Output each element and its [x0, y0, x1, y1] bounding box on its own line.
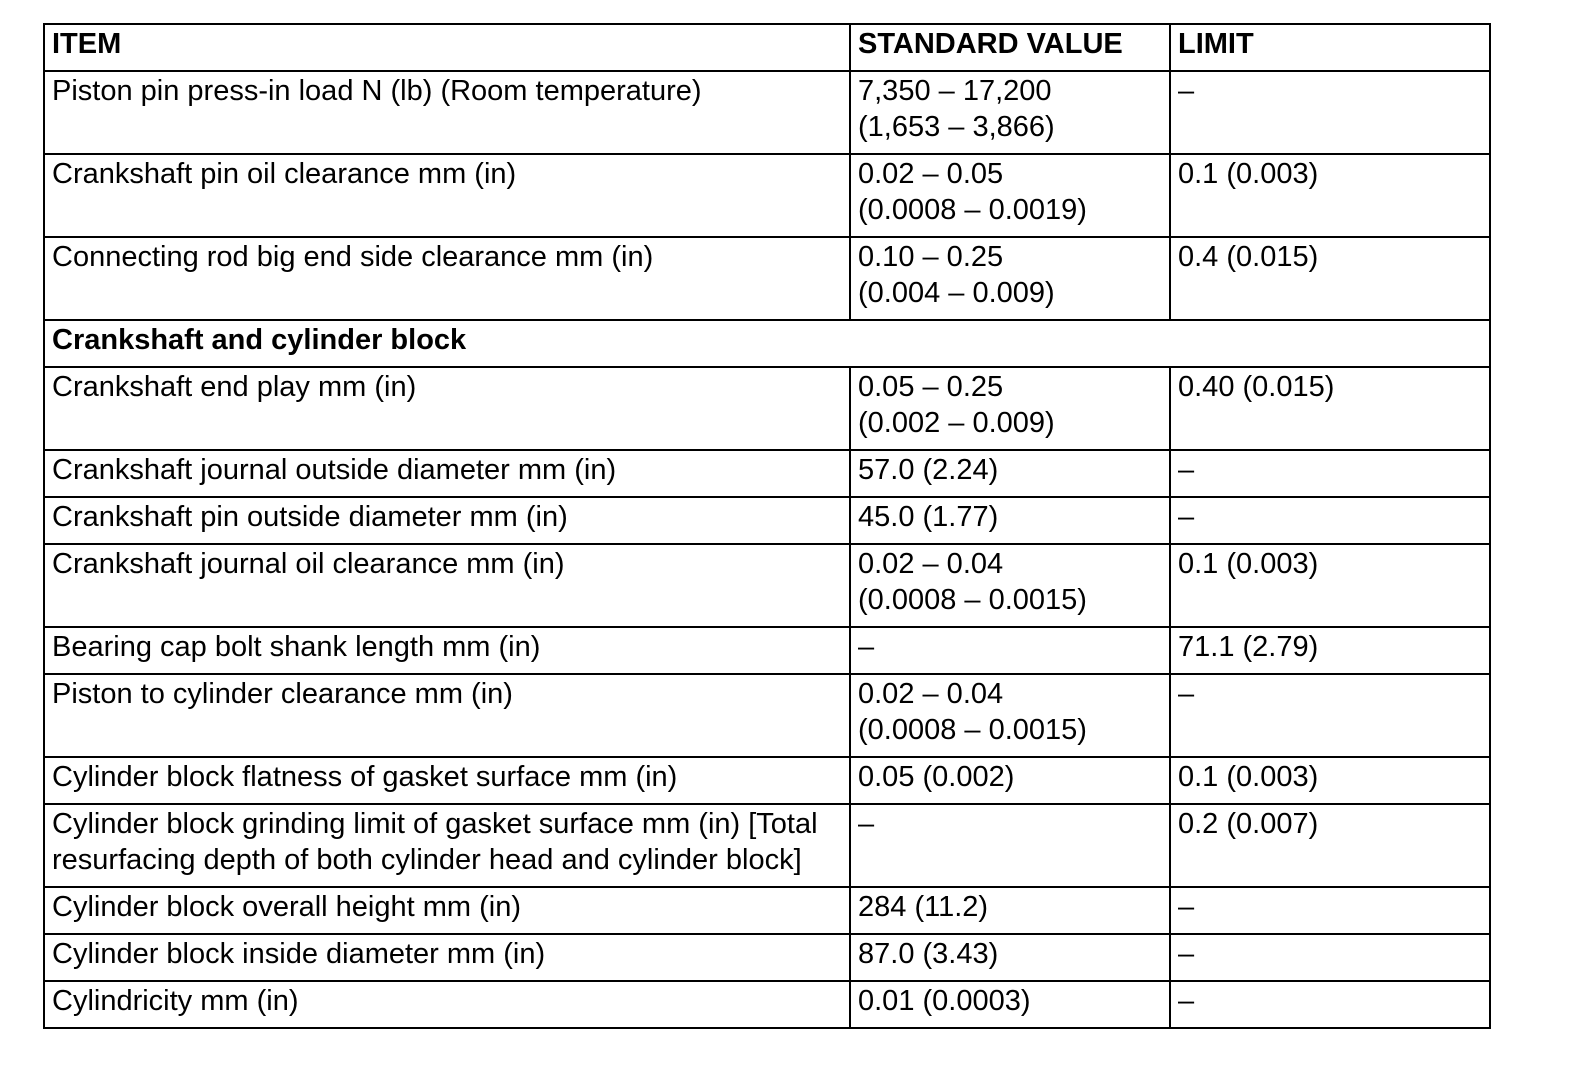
cell-limit: –	[1170, 450, 1490, 497]
table-row	[44, 71, 1490, 154]
table-row	[44, 497, 1490, 544]
cell-limit: 71.1 (2.79)	[1170, 627, 1490, 674]
table-row	[44, 887, 1490, 934]
cell-standard-value: 284 (11.2)	[850, 887, 1170, 934]
cell-standard-value: 0.02 – 0.04 (0.0008 – 0.0015)	[850, 544, 1170, 627]
header-item: ITEM	[44, 24, 850, 71]
cell-standard-value: 0.05 (0.002)	[850, 757, 1170, 804]
cell-standard-value: 45.0 (1.77)	[850, 497, 1170, 544]
table-row	[44, 757, 1490, 804]
cell-standard-value: 7,350 – 17,200 (1,653 – 3,866)	[850, 71, 1170, 154]
cell-item: Bearing cap bolt shank length mm (in)	[44, 627, 850, 674]
cell-item: Connecting rod big end side clearance mm (in)	[44, 237, 850, 320]
table-row	[44, 154, 1490, 237]
table-row	[44, 367, 1490, 450]
table-row	[44, 804, 1490, 887]
cell-item: Piston pin press-in load N (lb) (Room temperature)	[44, 71, 850, 154]
table-row	[44, 674, 1490, 757]
cell-standard-value: 0.10 – 0.25 (0.004 – 0.009)	[850, 237, 1170, 320]
cell-standard-value: –	[850, 804, 1170, 887]
cell-item: Crankshaft journal oil clearance mm (in)	[44, 544, 850, 627]
section-title: Crankshaft and cylinder block	[44, 320, 1490, 367]
cell-standard-value: 87.0 (3.43)	[850, 934, 1170, 981]
cell-item: Cylinder block overall height mm (in)	[44, 887, 850, 934]
cell-standard-value: –	[850, 627, 1170, 674]
table-row	[44, 544, 1490, 627]
table-row	[44, 934, 1490, 981]
cell-limit: –	[1170, 934, 1490, 981]
cell-item: Piston to cylinder clearance mm (in)	[44, 674, 850, 757]
cell-limit: 0.2 (0.007)	[1170, 804, 1490, 887]
cell-item: Crankshaft pin outside diameter mm (in)	[44, 497, 850, 544]
cell-limit: –	[1170, 981, 1490, 1028]
cell-item: Crankshaft end play mm (in)	[44, 367, 850, 450]
cell-limit: 0.1 (0.003)	[1170, 544, 1490, 627]
cell-limit: –	[1170, 887, 1490, 934]
cell-item: Cylinder block flatness of gasket surface mm (in)	[44, 757, 850, 804]
spec-table	[43, 23, 1491, 1029]
cell-item: Cylinder block grinding limit of gasket surface mm (in) [Total resurfacing depth of both cylinder head and cylinder block]	[44, 804, 850, 887]
cell-standard-value: 0.02 – 0.04 (0.0008 – 0.0015)	[850, 674, 1170, 757]
cell-limit: –	[1170, 497, 1490, 544]
table-row	[44, 981, 1490, 1028]
cell-limit: 0.1 (0.003)	[1170, 154, 1490, 237]
cell-limit: 0.4 (0.015)	[1170, 237, 1490, 320]
cell-item: Crankshaft journal outside diameter mm (in)	[44, 450, 850, 497]
cell-standard-value: 0.05 – 0.25 (0.002 – 0.009)	[850, 367, 1170, 450]
cell-standard-value: 57.0 (2.24)	[850, 450, 1170, 497]
cell-standard-value: 0.02 – 0.05 (0.0008 – 0.0019)	[850, 154, 1170, 237]
table-row	[44, 450, 1490, 497]
header-limit: LIMIT	[1170, 24, 1490, 71]
section-row	[44, 320, 1490, 367]
header-standard-value: STANDARD VALUE	[850, 24, 1170, 71]
cell-limit: 0.1 (0.003)	[1170, 757, 1490, 804]
cell-item: Crankshaft pin oil clearance mm (in)	[44, 154, 850, 237]
header-row	[44, 24, 1490, 71]
cell-limit: –	[1170, 674, 1490, 757]
table-row	[44, 627, 1490, 674]
cell-item: Cylindricity mm (in)	[44, 981, 850, 1028]
cell-standard-value: 0.01 (0.0003)	[850, 981, 1170, 1028]
table-row	[44, 237, 1490, 320]
cell-limit: –	[1170, 71, 1490, 154]
cell-item: Cylinder block inside diameter mm (in)	[44, 934, 850, 981]
cell-limit: 0.40 (0.015)	[1170, 367, 1490, 450]
